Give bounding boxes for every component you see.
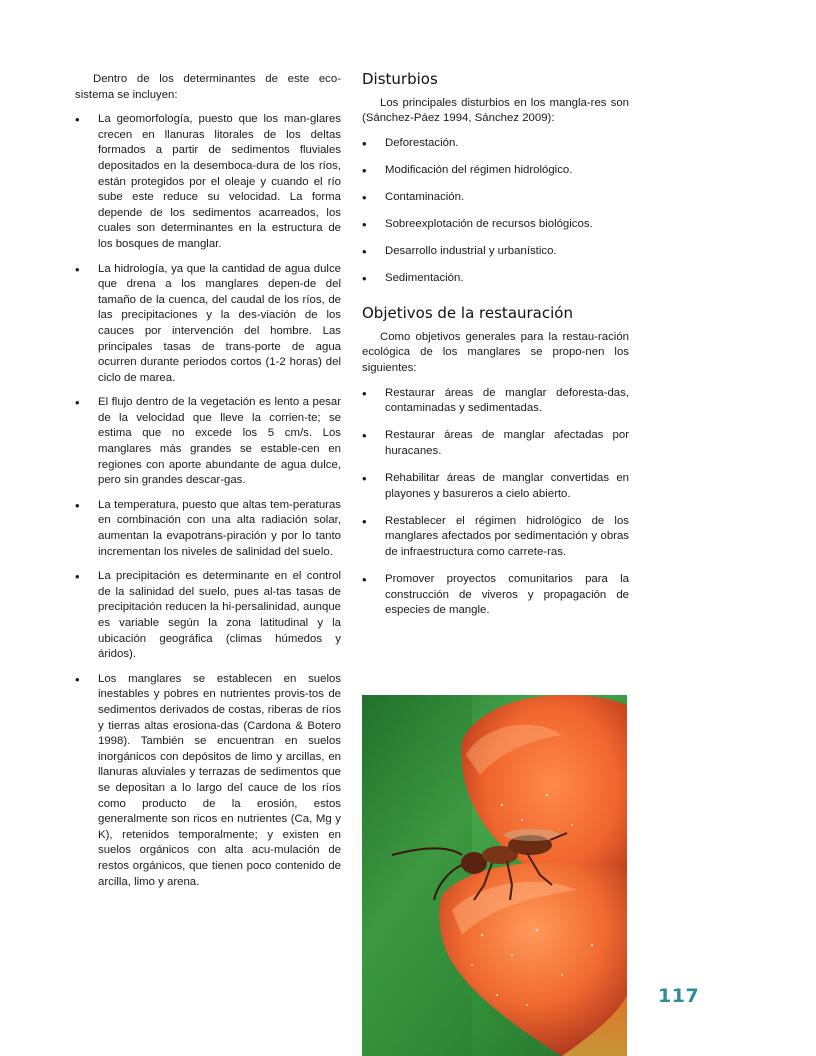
left-column [75, 72, 341, 899]
list-item: • La temperatura, puesto que altas tem-peraturas en combinación con una alta radiación solar, aumentan la evapotrans-piración y por lo tanto incrementan los niveles de salinidad del suelo. [75, 498, 341, 560]
list-item: • Sedimentación. [362, 271, 629, 287]
determinants-intro: Dentro de los determinantes de este eco-sistema se incluyen: [75, 73, 341, 101]
right-column [362, 72, 629, 630]
determinants-list [75, 112, 341, 890]
page-number: 117 [658, 985, 700, 1007]
list-item: • La geomorfología, puesto que los man-glares crecen en llanuras litorales de los deltas formados a partir de sedimentos fluviales depositados en la desemboca-dura de los ríos, están protegidos por el oleaje y cuando el río sube este reduce su velocidad. La forma depende de los sedimentos acarreados, los cuales son determinantes en la estructura de los bosques de manglar. [75, 112, 341, 252]
list-item: • Restaurar áreas de manglar afectadas por huracanes. [362, 428, 629, 459]
list-item: • Desarrollo industrial y urbanístico. [362, 244, 629, 260]
list-item: • Contaminación. [362, 190, 629, 206]
list-item: • El flujo dentro de la vegetación es lento a pesar de la velocidad que lleve la corrien-te; se estima que no excede los 5 cm/s. Los manglares más grandes se estable-cen en regiones con aporte abundante de agua dulce, pero sin grandes descar-gas. [75, 395, 341, 489]
list-item: • Sobreexplotación de recursos biológicos. [362, 217, 629, 233]
section-heading-objetivos: Objetivos de la restauración [362, 304, 573, 323]
section-heading-disturbios: Disturbios [362, 70, 438, 88]
list-item: • La hidrología, ya que la cantidad de agua dulce que drena a los manglares depen-de del tamaño de la cuenca, del caudal de los ríos, de las precipitaciones y la des-viación de los cauces por intervención del hombre. Las principales tasas de trans-porte de agua ocurren durante periodos cortos (1-2 horas) del ciclo de marea. [75, 262, 341, 387]
list-item: • Rehabilitar áreas de manglar convertidas en playones y basureros a cielo abierto. [362, 471, 629, 502]
list-item: • Deforestación. [362, 136, 629, 152]
list-item: • Promover proyectos comunitarios para la construcción de viveros y propagación de especies de mangle. [362, 572, 629, 619]
list-item: • Los manglares se establecen en suelos inestables y pobres en nutrientes provis-tos de sedimentos derivados de costas, riberas de ríos y tierras altas erosiona-das (Cardona & Botero 1998). También se encuentran en suelos inorgánicos con depósitos de limo y arcillas, en llanuras aluviales y terrazas de sedimentos que se depositan a lo largo del cauce de los ríos como producto de la erosión, estos generalmente son ricos en nutrientes (Ca, Mg y K), retenidos temporalmente; y existen en suelos orgánicos con alta acu-mulación de restos orgánicos, que tienen poco contenido de arcilla, limo y arena. [75, 672, 341, 890]
list-item: • Restaurar áreas de manglar deforesta-das, contaminadas y sedimentadas. [362, 386, 629, 417]
insect-on-flower-photo [362, 695, 627, 1056]
disturbios-intro: Los principales disturbios en los mangla-res son (Sánchez-Páez 1994, Sánchez 2009): [362, 96, 629, 125]
disturbios-list [362, 136, 629, 287]
list-item: • Modificación del régimen hidrológico. [362, 163, 629, 179]
list-item: • La precipitación es determinante en el control de la salinidad del suelo, pues al-tas tasas de precipitación reducen la hi-persalinidad, aunque es variable según la zona latitudinal y la ubicación geográfica (climas húmedos y áridos). [75, 569, 341, 663]
objetivos-list [362, 386, 629, 619]
objetivos-intro: Como objetivos generales para la restau-ración ecológica de los manglares se propo-nen los siguientes: [362, 330, 629, 375]
list-item: • Restablecer el régimen hidrológico de los manglares afectados por sedimentación y obras de infraestructura como carrete-ras. [362, 514, 629, 561]
